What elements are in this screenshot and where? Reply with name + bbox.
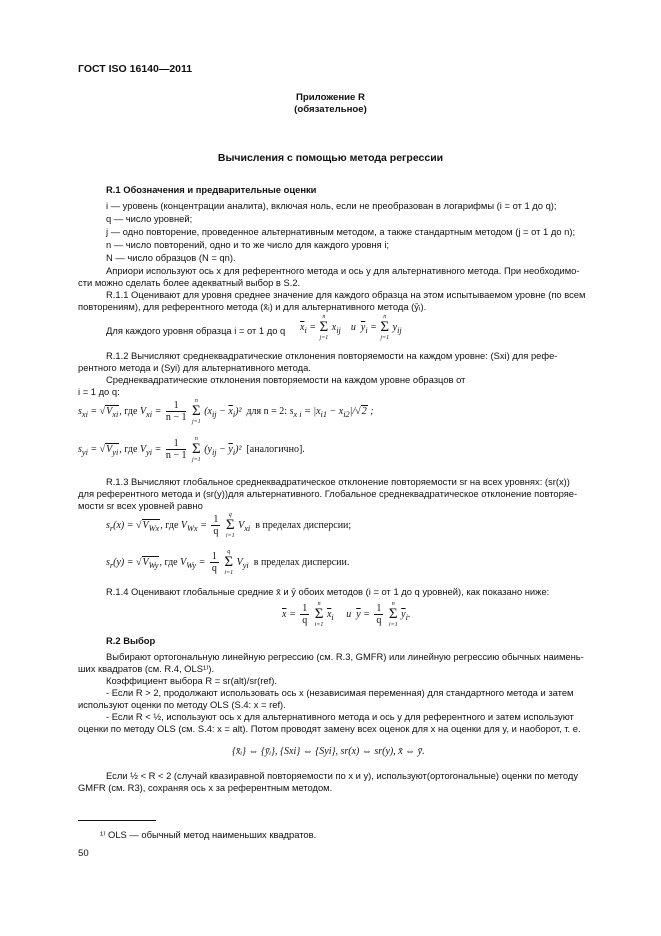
swap-formula: {x̄ᵢ} ⇔ {ȳᵢ}, {Sxi} ⇔ {Syi}, sr(x) ⇔ sr(y), x̄ ⇔ ȳ. <box>232 746 425 757</box>
sxi-note: для n = 2: <box>246 405 288 417</box>
footnote: ¹⁾ OLS — обычный метод наименьших квадратов. <box>100 829 317 840</box>
section-title: Вычисления с помощью метода регрессии <box>217 152 444 164</box>
footnote-separator <box>78 820 156 821</box>
sry-note: в пределах дисперсии. <box>253 556 350 568</box>
srx-formula: $s_r(x) = √V_{Wx}$, где $V_{Wx}$ = $\frac{1}{q}$ q Σ i=1 $V_{xi}$ в пределах дисперсии; <box>106 512 352 539</box>
page-number: 50 <box>78 848 89 859</box>
last-line-1: Если ½ < R < 2 (случай квазиравной повторяемости по x и y), используют(ортогональные) оценки по методу <box>106 770 579 781</box>
r2-line-4: - Если R > 2, продолжают использовать ось x (независимая переменная) для стандартного метода и затем <box>106 687 574 698</box>
means-lead: Для каждого уровня образца i = от 1 до q <box>106 325 286 336</box>
r2-line-1: Выбирают ортогональную линейную регрессию (см. R.3, GMFR) или линейную регрессию обычных наимень- <box>106 651 584 662</box>
r2-line-6: - Если R < ½, используют ось x для альтернативного метода и ось y для референтного и затем используют <box>106 711 574 722</box>
def-i: i — уровень (концентрации аналита), включая ноль, если не преобразован в логарифмы (i = от 1 до q); <box>106 200 557 211</box>
syi-formula: $s_{yi} = √V_{yi}$, где $V_{yi}$ = $\frac{1}{n - 1}$ n Σ j=1 $(y_{ij} - \overline{y}_i)^2$ [аналогично]. <box>78 436 305 463</box>
sxi-formula: $s_{xi} = √V_{xi}$, где $V_{xi}$ = $\frac{1}{n - 1}$ n Σ j=1 $(x_{ij} - \overline{x}_i)^2$ для n = 2: $s_{x i} = |x_{i1} - x_{i2}|/√2$ ; <box>78 398 374 425</box>
r1-heading: R.1 Обозначения и предварительные оценки <box>106 184 317 195</box>
r11-line-1: R.1.1 Оценивают для уровня среднее значение для каждого образца на этом испытываемом уровне (по всем <box>106 289 586 300</box>
def-n: n — число повторений, одно и то же число для каждого уровня i; <box>106 239 390 250</box>
r2-line-5: используют оценки по методу OLS (S.4: x = ref). <box>78 699 286 710</box>
annex-status: (обязательное) <box>294 104 367 115</box>
def-q: q — число уровней; <box>106 213 193 224</box>
r2-line-2: ших квадратов (см. R.4, OLS¹⁾). <box>78 663 215 674</box>
last-line-2: GMFR (см. R3), сохраняя ось x за референтным методом. <box>78 782 333 793</box>
def-j: j — одно повторение, проведенное альтернативным методом, а также стандартным методом (j = от 1 до n); <box>106 226 576 237</box>
r2-line-7: оценки по методу OLS (см. S.4: x = alt). Потом проводят замену всех оценок для x на оценки для y, и наоборот, т. е. <box>78 723 581 734</box>
r2-heading: R.2 Выбор <box>106 635 156 646</box>
r12-line-1: R.1.2 Вычисляют среднеквадратические отклонения повторяемости на каждом уровне: (Sxi) для рефе- <box>106 350 558 361</box>
srx-note: в пределах дисперсии; <box>255 519 352 531</box>
annex-title: Приложение R <box>296 92 365 103</box>
r2-line-3: Коэффициент выбора R = sr(alt)/sr(ref). <box>106 675 277 686</box>
document-header: ГОСТ ISO 16140—2011 <box>78 63 193 75</box>
def-N: N — число образцов (N = qn). <box>106 252 236 263</box>
r14-line: R.1.4 Оценивают глобальные средние x̄ и ȳ обоих методов (i = от 1 до q уровней), как показано ниже: <box>106 586 550 597</box>
means-formula: $\overline{x}_i$ = n Σ j=1 $x_{ij}$ и $\overline{y}_i$ = n Σ j=1 $y_{ij}$ <box>300 314 402 341</box>
r13-line-3: мости sr всех уровней равно <box>78 500 203 511</box>
r12b-line-2: i = 1 до q: <box>78 386 120 397</box>
apriori-line-2: сти можно сделать более адекватный выбор в S.2. <box>78 277 301 288</box>
syi-note: [аналогично]. <box>246 443 305 455</box>
r11-line-2: повторениям), для референтного метода (x̄ᵢ) и для альтернативного метода (ȳᵢ). <box>78 301 427 312</box>
sry-formula: $s_r(y) = √V_{Wy}$, где $V_{Wy}$ = $\frac{1}{q}$ q Σ i=1 $V_{yi}$ в пределах дисперсии. <box>106 549 350 576</box>
r13-line-1: R.1.3 Вычисляют глобальное среднеквадратическое отклонение повторяемости sr на всех уровнях: (sr(x)) <box>106 476 570 487</box>
global-means-formula: $\overline{x}$ = $\frac{1}{q}$ n Σ i=1 $\overline{x}_i$ и $\overline{y}$ = $\frac{1}{q}$ n Σ i=1 $\overline{y}_i$. <box>282 601 411 628</box>
r12-line-2: рентного метода и (Syi) для альтернативного метода. <box>78 362 311 373</box>
r12b-line-1: Среднеквадратические отклонения повторяемости на каждом уровне образцов от <box>106 374 466 385</box>
r13-line-2: для референтного метода и (sr(y))для альтернативного. Глобальное среднеквадратическое отклонение повторяе- <box>78 488 578 499</box>
apriori-line-1: Априори используют ось x для референтного метода и ось y для альтернативного метода. При необходимо- <box>106 265 580 276</box>
